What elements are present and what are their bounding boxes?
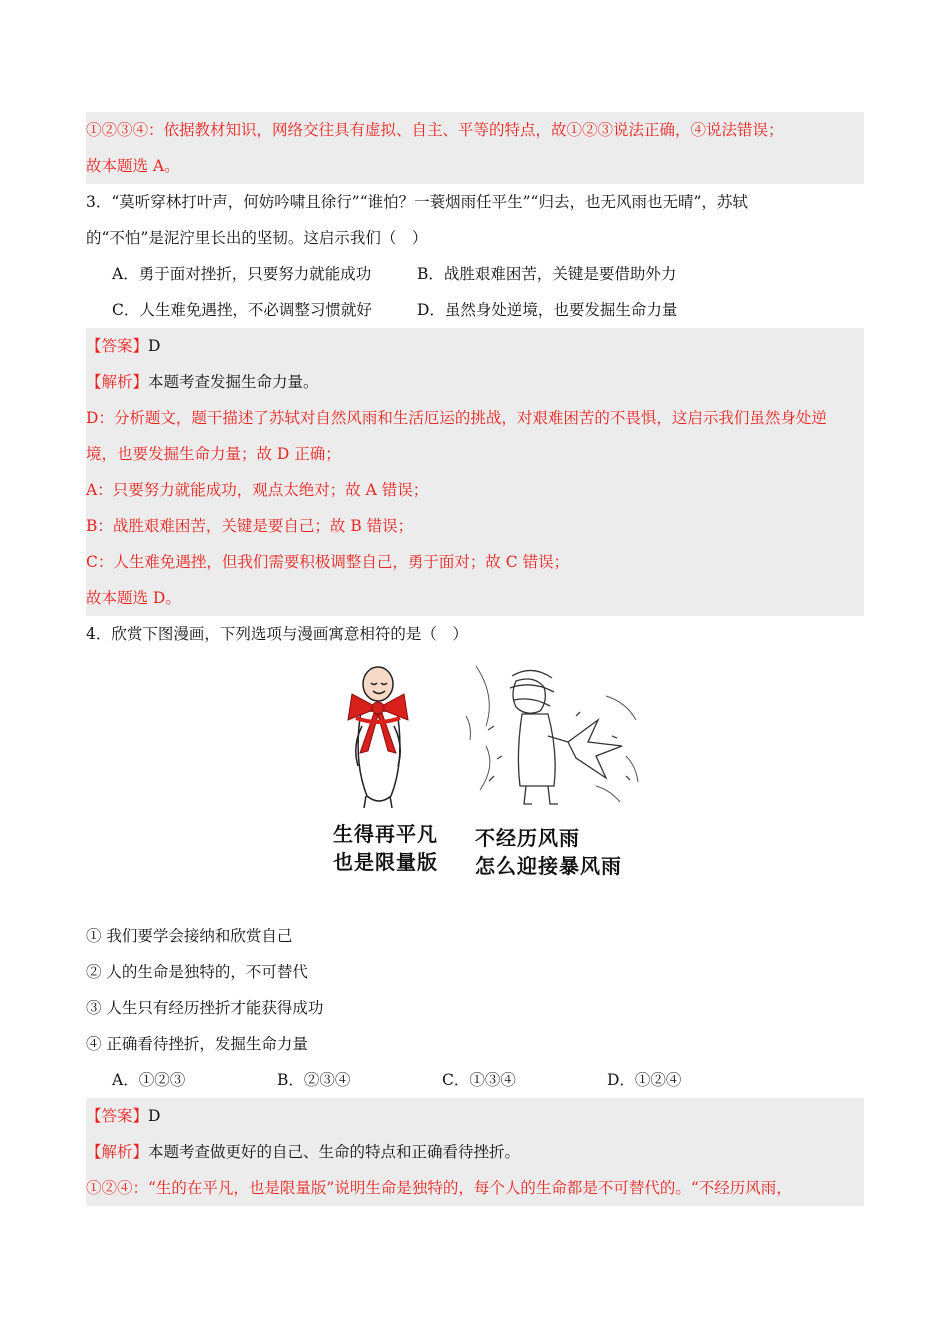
q3-options-row-2 [86, 292, 864, 328]
q3-option-b: B．战胜艰难困苦，关键是要借助外力 [417, 265, 677, 283]
comic-drawing [326, 656, 656, 836]
previous-conclusion-line: 故本题选 A。 [86, 157, 180, 175]
answer-tag: 【答案】 [86, 337, 149, 355]
q3-option-a: A．勇于面对挫折，只要努力就能成功 [112, 265, 372, 283]
q4-statement-3: ③ 人生只有经历挫折才能获得成功 [86, 999, 324, 1017]
right-comic-caption [475, 824, 622, 880]
q3-option-d: D．虽然身处逆境，也要发掘生命力量 [417, 301, 678, 319]
q3-analysis: 本题考查发掘生命力量。 [148, 373, 319, 391]
q3-options-row-1 [86, 256, 864, 292]
q4-option-b: B．②③④ [277, 1071, 351, 1089]
left-caption-line-1: 生得再平凡 [333, 822, 438, 846]
left-comic-caption [333, 820, 438, 876]
q3-stem-line-1: 3．“莫听穿林打叶声，何妨吟啸且徐行”“谁怕？一蓑烟雨任平生”“归去，也无风雨也无晴”，苏轼 [86, 193, 748, 211]
q3-stem-line-2: 的“不怕”是泥泞里长出的坚韧。这启示我们（ ） [86, 229, 428, 247]
q4-analysis: 本题考查做更好的自己、生命的特点和正确看待挫折。 [148, 1143, 521, 1161]
analysis-tag: 【解析】 [86, 1143, 149, 1161]
q4-analysis-line [86, 1134, 864, 1170]
q3-analysis-line [86, 364, 864, 400]
q3-explain-6: 故本题选 D。 [86, 589, 181, 607]
question-4 [86, 616, 864, 1098]
left-caption-line-2: 也是限量版 [333, 850, 438, 874]
previous-answer-block [86, 112, 864, 184]
analysis-tag: 【解析】 [86, 373, 149, 391]
q4-options-row [86, 1062, 864, 1098]
right-caption-line-2: 怎么迎接暴风雨 [475, 854, 622, 878]
q3-explain-5: C：人生难免遇挫，但我们需要积极调整自己，勇于面对；故 C 错误； [86, 553, 570, 571]
q4-stem: 4．欣赏下图漫画，下列选项与漫画寓意相符的是（ ） [86, 625, 468, 643]
q3-answer: D [148, 337, 161, 355]
document-page [86, 112, 864, 1206]
q3-answer-block [86, 328, 864, 616]
q3-explain-2: 境，也要发掘生命力量；故 D 正确； [86, 445, 341, 463]
smiling-figure-illustration [356, 667, 401, 808]
q4-option-d: D．①②④ [607, 1071, 682, 1089]
comic-figure [86, 652, 864, 918]
q4-answer-block [86, 1098, 864, 1206]
q4-answer: D [148, 1107, 161, 1125]
question-3 [86, 184, 864, 328]
q3-explain-3: A：只要努力就能成功，观点太绝对；故 A 错误； [86, 481, 429, 499]
answer-tag: 【答案】 [86, 1107, 149, 1125]
q3-explain-1: D：分析题文，题干描述了苏轼对自然风雨和生活厄运的挑战，对艰难困苦的不畏惧，这启示我们虽然身处逆 [86, 409, 827, 427]
right-caption-line-1: 不经历风雨 [475, 826, 580, 850]
q3-option-c: C．人生难免遇挫，不必调整习惯就好 [112, 301, 372, 319]
q4-statement-2: ② 人的生命是独特的，不可替代 [86, 963, 308, 981]
q3-answer-line [86, 328, 864, 364]
q4-option-a: A．①②③ [112, 1071, 186, 1089]
q4-statement-4: ④ 正确看待挫折，发掘生命力量 [86, 1035, 308, 1053]
q4-statement-1: ① 我们要学会接纳和欣赏自己 [86, 927, 293, 945]
q3-explain-4: B：战胜艰难困苦，关键是要自己；故 B 错误； [86, 517, 414, 535]
windblown-figure-illustration [466, 666, 638, 804]
q4-option-c: C．①③④ [442, 1071, 516, 1089]
previous-explain-line: ①②③④：依据教材知识，网络交往具有虚拟、自主、平等的特点，故①②③说法正确，④说法错误； [86, 121, 784, 139]
q4-answer-line [86, 1098, 864, 1134]
q4-explain-1: ①②④：“生的在平凡，也是限量版”说明生命是独特的，每个人的生命都是不可替代的。“不经历风雨， [86, 1179, 792, 1197]
